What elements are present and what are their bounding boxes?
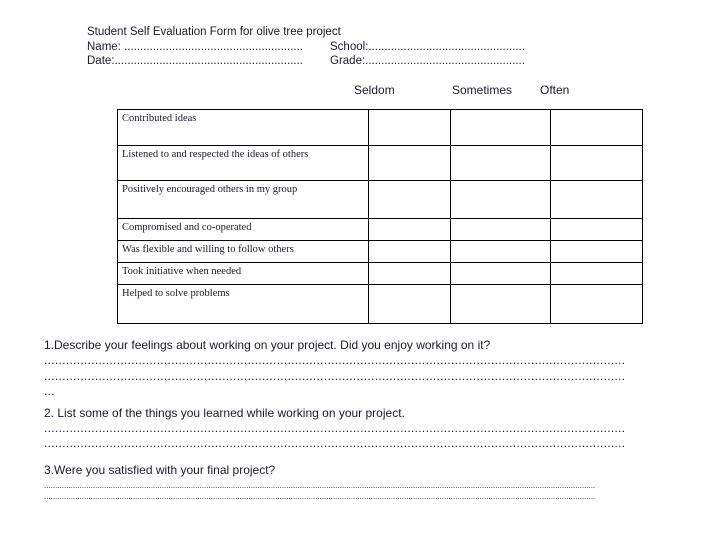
row-label: Compromised and co-operated bbox=[118, 219, 369, 241]
row-label: Helped to solve problems bbox=[118, 285, 369, 324]
rating-cell-seldom[interactable] bbox=[369, 263, 451, 285]
rating-cell-sometimes[interactable] bbox=[451, 285, 551, 324]
header-row-2 bbox=[87, 55, 525, 68]
row-label: Was flexible and willing to follow others bbox=[118, 241, 369, 263]
table-row bbox=[118, 181, 643, 219]
rating-cell-often[interactable] bbox=[551, 110, 643, 146]
question-3-text: 3.Were you satisfied with your final project? bbox=[44, 463, 276, 477]
rating-cell-often[interactable] bbox=[551, 219, 643, 241]
rating-cell-sometimes[interactable] bbox=[451, 263, 551, 285]
answer-line[interactable]: ................................................................................................................................................................ bbox=[44, 353, 626, 367]
row-label: Contributed ideas bbox=[118, 110, 369, 146]
table-row bbox=[118, 285, 643, 324]
form-title: Student Self Evaluation Form for olive tree project bbox=[87, 26, 341, 38]
answer-line[interactable]: ................................................................................................................................................................ bbox=[44, 369, 626, 383]
rating-cell-sometimes[interactable] bbox=[451, 110, 551, 146]
table-row bbox=[118, 219, 643, 241]
school-field-label[interactable]: School:................................................. bbox=[330, 41, 525, 53]
rating-cell-seldom[interactable] bbox=[369, 110, 451, 146]
question-1-text: 1.Describe your feelings about working on your project. Did you enjoy working on it? bbox=[44, 338, 491, 352]
rating-cell-sometimes[interactable] bbox=[451, 146, 551, 181]
rating-cell-sometimes[interactable] bbox=[451, 181, 551, 219]
rating-cell-often[interactable] bbox=[551, 181, 643, 219]
row-label: Took initiative when needed bbox=[118, 263, 369, 285]
column-header-sometimes: Sometimes bbox=[452, 83, 513, 97]
rating-cell-seldom[interactable] bbox=[369, 285, 451, 324]
table-row bbox=[118, 146, 643, 181]
name-field-label[interactable]: Name: ........................................................ bbox=[87, 41, 303, 53]
row-label: Listened to and respected the ideas of others bbox=[118, 146, 369, 181]
rating-cell-often[interactable] bbox=[551, 241, 643, 263]
date-field-label[interactable]: Date:........................................................... bbox=[87, 55, 303, 67]
row-label: Positively encouraged others in my group bbox=[118, 181, 369, 219]
column-header-seldom: Seldom bbox=[354, 83, 395, 97]
rating-cell-seldom[interactable] bbox=[369, 181, 451, 219]
answer-line[interactable]: ................................................................................................................................................................ bbox=[44, 421, 626, 435]
rating-cell-often[interactable] bbox=[551, 285, 643, 324]
rating-cell-sometimes[interactable] bbox=[451, 241, 551, 263]
rating-cell-often[interactable] bbox=[551, 263, 643, 285]
column-header-often: Often bbox=[540, 83, 570, 97]
table-row bbox=[118, 263, 643, 285]
grade-field-label[interactable]: Grade:.................................................. bbox=[330, 55, 525, 67]
rating-cell-seldom[interactable] bbox=[369, 219, 451, 241]
answer-line[interactable]: ........................................................................................................................................................................................................................................................ bbox=[44, 481, 596, 490]
rating-cell-seldom[interactable] bbox=[369, 241, 451, 263]
rating-cell-sometimes[interactable] bbox=[451, 219, 551, 241]
rating-cell-seldom[interactable] bbox=[369, 146, 451, 181]
rating-cell-often[interactable] bbox=[551, 146, 643, 181]
table-row bbox=[118, 241, 643, 263]
question-2-text: 2. List some of the things you learned while working on your project. bbox=[44, 406, 405, 420]
answer-line[interactable]: ........................................................................................................................................................................................................................................................ bbox=[44, 492, 596, 501]
evaluation-table bbox=[117, 109, 643, 324]
answer-line[interactable]: ... bbox=[44, 384, 55, 398]
header-row-1 bbox=[87, 41, 525, 54]
answer-line[interactable]: ................................................................................................................................................................ bbox=[44, 436, 626, 450]
table-row bbox=[118, 110, 643, 146]
